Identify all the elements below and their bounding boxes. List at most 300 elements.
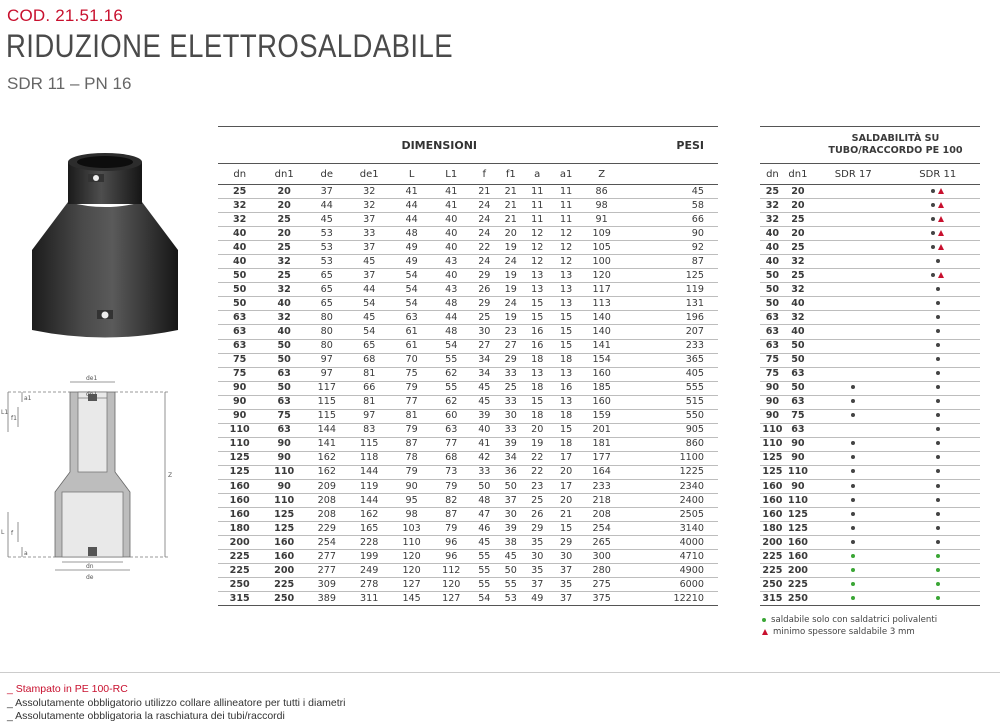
dot-icon [936,287,940,291]
legend [762,614,937,638]
table-cell: 44 [347,283,392,297]
footer-note-1: _ Stampato in PE 100-RC [7,683,128,695]
dot-icon [936,484,940,488]
table-cell: 20 [550,494,581,508]
table-cell: 32 [261,311,307,325]
table-cell: 54 [471,592,497,606]
table-cell: 225 [218,564,261,578]
table-cell: 13 [550,297,581,311]
table-cell: 144 [347,465,392,479]
table-cell: 77 [392,395,432,409]
table-cell: 29 [524,522,550,536]
label-f: f [11,530,14,537]
table-cell: 375 [582,592,622,606]
table-cell: 63 [785,395,811,409]
table-cell: 515 [621,395,718,409]
dot-icon [931,273,935,277]
table-cell: 17 [550,479,581,493]
weld-mark-cell [895,494,980,508]
table-cell: 181 [582,437,622,451]
table-cell: 21 [498,199,524,213]
table-row [760,437,980,451]
table-cell: 12 [524,227,550,241]
table-cell: 12 [550,241,581,255]
table-cell: 50 [261,339,307,353]
table-cell: 162 [347,508,392,522]
table-row [760,536,980,550]
table-row [760,409,980,423]
table-cell: 160 [582,395,622,409]
table-row [218,353,718,367]
table-cell: 160 [218,508,261,522]
table-cell: 96 [431,536,471,550]
table-cell: 30 [550,550,581,564]
table-cell: 125 [760,465,785,479]
label-de: de [86,574,94,581]
table-cell: 1225 [621,465,718,479]
weld-mark-cell [811,479,895,493]
table-cell: 365 [621,353,718,367]
table-cell: 233 [621,339,718,353]
table-cell: 80 [307,339,347,353]
table-cell: 11 [524,213,550,227]
table-cell: 98 [392,508,432,522]
table-cell: 113 [582,297,622,311]
table-row [760,564,980,578]
table-cell: 120 [582,269,622,283]
table-cell: 75 [218,367,261,381]
table-cell: 40 [431,213,471,227]
table-cell: 160 [760,508,785,522]
table-cell: 24 [498,297,524,311]
dot-icon [936,315,940,319]
table-cell: 225 [760,550,785,564]
table-cell: 37 [524,578,550,592]
weld-mark-cell [895,578,980,592]
table-cell: 80 [307,311,347,325]
table-cell: 119 [347,479,392,493]
weld-mark-cell [895,325,980,339]
dot-icon [936,427,940,431]
table-cell: 40 [785,325,811,339]
table-cell: 63 [431,423,471,437]
footer-note-3: _ Assolutamente obbligatoria la raschiatura dei tubi/raccordi [7,710,285,722]
dot-icon [936,469,940,473]
table-cell: 55 [471,564,497,578]
table-row [760,508,980,522]
table-row [218,479,718,493]
weld-mark-cell [895,437,980,451]
table-cell: 162 [307,451,347,465]
table-row [760,353,980,367]
table-row [760,241,980,255]
table-cell: 22 [524,465,550,479]
table-row [760,255,980,269]
table-cell: 48 [431,297,471,311]
table-cell: 63 [785,367,811,381]
table-cell: 45 [621,185,718,199]
label-L: L [1,529,5,536]
product-image [22,140,192,345]
table-cell: 127 [431,592,471,606]
table-row [218,381,718,395]
weld-mark-cell [895,339,980,353]
table-cell: 79 [392,423,432,437]
table-cell: 96 [431,550,471,564]
table-cell: 12 [550,255,581,269]
table-cell: 39 [498,437,524,451]
table-row [218,185,718,199]
dim-col-header: L [392,164,432,185]
green-dot-icon [936,554,940,558]
table-cell: 21 [498,213,524,227]
table-cell: 37 [498,494,524,508]
dimensions-group-label: DIMENSIONI [218,127,621,164]
table-row [218,409,718,423]
table-row [760,297,980,311]
weld-mark-cell [895,550,980,564]
weld-mark-cell [811,564,895,578]
table-cell: 25 [261,269,307,283]
dot-icon [851,526,855,530]
table-cell: 12 [524,255,550,269]
table-cell: 90 [392,479,432,493]
label-dn1: dn1 [86,391,98,398]
table-cell: 48 [431,325,471,339]
table-cell: 26 [471,283,497,297]
table-cell: 79 [392,465,432,479]
table-cell: 275 [582,578,622,592]
table-cell: 25 [524,494,550,508]
table-cell: 405 [621,367,718,381]
dim-col-header: f1 [498,164,524,185]
table-row [760,367,980,381]
table-cell: 48 [392,227,432,241]
table-cell: 29 [550,536,581,550]
table-cell: 25 [785,269,811,283]
table-cell: 62 [431,395,471,409]
table-row [760,325,980,339]
table-cell: 37 [347,241,392,255]
table-cell: 50 [785,353,811,367]
table-cell: 29 [471,269,497,283]
table-cell: 32 [785,311,811,325]
table-cell: 119 [621,283,718,297]
dot-icon [936,498,940,502]
weld-mark-cell [811,283,895,297]
weld-col-header: dn1 [785,164,811,185]
table-cell: 55 [471,550,497,564]
weld-mark-cell [811,451,895,465]
red-triangle-icon [938,202,944,208]
table-row [218,508,718,522]
table-cell: 30 [498,409,524,423]
table-cell: 45 [471,536,497,550]
table-cell: 200 [760,536,785,550]
weld-mark-cell [811,494,895,508]
table-row [218,550,718,564]
table-cell: 65 [307,297,347,311]
table-cell: 50 [218,269,261,283]
table-cell: 70 [392,353,432,367]
table-cell: 35 [524,536,550,550]
table-cell: 45 [471,381,497,395]
table-cell: 90 [760,409,785,423]
table-cell: 199 [347,550,392,564]
table-row [218,255,718,269]
table-cell: 37 [550,564,581,578]
table-cell: 40 [261,325,307,339]
weld-col-header: SDR 17 [811,164,895,185]
table-cell: 32 [785,283,811,297]
table-cell: 18 [550,437,581,451]
table-cell: 110 [785,465,811,479]
table-row [218,213,718,227]
table-cell: 160 [261,536,307,550]
table-cell: 40 [760,241,785,255]
table-cell: 27 [498,339,524,353]
table-cell: 145 [392,592,432,606]
table-row [218,522,718,536]
table-cell: 160 [582,367,622,381]
weld-mark-cell [895,381,980,395]
table-cell: 29 [471,297,497,311]
table-cell: 90 [621,227,718,241]
table-cell: 278 [347,578,392,592]
table-cell: 44 [392,213,432,227]
dot-icon [936,343,940,347]
dim-col-header: dn1 [261,164,307,185]
divider [0,672,1000,673]
table-cell: 44 [392,199,432,213]
table-cell: 87 [431,508,471,522]
dimensions-table [218,126,718,606]
table-row [218,395,718,409]
table-cell: 34 [471,367,497,381]
dot-icon [851,399,855,403]
table-row [760,311,980,325]
weld-mark-cell [895,367,980,381]
table-cell: 43 [431,283,471,297]
table-row [218,494,718,508]
table-cell: 30 [498,508,524,522]
table-cell: 250 [760,578,785,592]
table-cell: 277 [307,550,347,564]
dim-col-header: L1 [431,164,471,185]
dim-col-header: a [524,164,550,185]
table-cell: 32 [218,199,261,213]
table-cell: 49 [392,255,432,269]
table-cell: 120 [431,578,471,592]
table-cell: 30 [471,325,497,339]
table-cell: 78 [392,451,432,465]
dot-icon [936,259,940,263]
dot-icon [851,455,855,459]
table-cell: 15 [550,325,581,339]
weld-mark-cell [895,465,980,479]
table-cell: 54 [347,297,392,311]
table-cell: 54 [392,269,432,283]
page-subtitle: SDR 11 – PN 16 [7,74,132,93]
table-cell: 23 [498,325,524,339]
dot-icon [936,413,940,417]
table-cell: 75 [392,367,432,381]
product-code: COD. 21.51.16 [7,6,123,25]
table-cell: 144 [347,494,392,508]
table-cell: 90 [261,437,307,451]
table-cell: 20 [785,199,811,213]
table-cell: 45 [347,311,392,325]
table-cell: 26 [524,508,550,522]
dot-icon [936,329,940,333]
table-cell: 131 [621,297,718,311]
weld-mark-cell [895,536,980,550]
table-cell: 83 [347,423,392,437]
table-cell: 50 [218,283,261,297]
table-cell: 218 [582,494,622,508]
table-cell: 38 [498,536,524,550]
table-cell: 2505 [621,508,718,522]
table-row [760,451,980,465]
table-cell: 207 [621,325,718,339]
table-cell: 40 [471,423,497,437]
table-cell: 13 [524,269,550,283]
dot-icon [931,231,935,235]
dot-icon [936,385,940,389]
green-dot-icon [851,596,855,600]
table-cell: 66 [347,381,392,395]
weld-mark-cell [811,325,895,339]
weld-mark-cell [811,423,895,437]
table-cell: 90 [218,381,261,395]
table-cell: 11 [550,199,581,213]
table-cell: 225 [760,564,785,578]
table-cell: 40 [431,227,471,241]
table-cell: 33 [471,465,497,479]
table-cell: 117 [307,381,347,395]
weld-mark-cell [895,409,980,423]
red-triangle-icon [938,230,944,236]
table-row [218,423,718,437]
red-triangle-icon [938,188,944,194]
dot-icon [936,441,940,445]
dot-icon [936,357,940,361]
table-cell: 115 [307,395,347,409]
table-cell: 25 [498,381,524,395]
table-row [760,494,980,508]
table-row [760,269,980,283]
table-cell: 254 [582,522,622,536]
table-cell: 50 [498,479,524,493]
table-cell: 309 [307,578,347,592]
table-cell: 19 [498,241,524,255]
table-cell: 15 [524,395,550,409]
green-dot-icon [851,568,855,572]
table-cell: 209 [307,479,347,493]
table-cell: 15 [550,311,581,325]
table-cell: 33 [347,227,392,241]
table-cell: 141 [582,339,622,353]
table-cell: 250 [785,592,811,606]
table-row [218,564,718,578]
table-cell: 40 [431,241,471,255]
weld-mark-cell [811,522,895,536]
table-cell: 53 [498,592,524,606]
table-cell: 65 [307,283,347,297]
table-cell: 50 [785,381,811,395]
table-cell: 125 [785,522,811,536]
dim-col-header: de [307,164,347,185]
table-cell: 55 [471,578,497,592]
table-cell: 50 [760,283,785,297]
table-cell: 20 [261,227,307,241]
table-cell: 32 [218,213,261,227]
dim-col-header: f [471,164,497,185]
table-cell: 43 [431,255,471,269]
table-cell: 201 [582,423,622,437]
table-cell: 140 [582,325,622,339]
table-cell: 208 [307,494,347,508]
dot-icon [851,484,855,488]
table-cell: 25 [785,241,811,255]
table-cell: 33 [498,395,524,409]
table-cell: 40 [785,297,811,311]
table-cell: 39 [471,409,497,423]
table-cell: 45 [307,213,347,227]
table-cell: 75 [218,353,261,367]
table-cell: 40 [760,255,785,269]
table-cell: 40 [760,227,785,241]
table-cell: 208 [307,508,347,522]
table-cell: 125 [621,269,718,283]
footer-note-2: _ Assolutamente obbligatorio utilizzo collare allineatore per tutti i diametri [7,696,346,709]
table-row [218,451,718,465]
table-cell: 34 [498,451,524,465]
table-cell: 20 [261,185,307,199]
weld-mark-cell [895,451,980,465]
table-cell: 112 [431,564,471,578]
table-cell: 2340 [621,479,718,493]
table-cell: 13 [550,283,581,297]
dot-icon [931,245,935,249]
table-cell: 254 [307,536,347,550]
table-cell: 315 [760,592,785,606]
table-cell: 15 [524,297,550,311]
table-cell: 16 [524,325,550,339]
weld-mark-cell [811,185,895,199]
green-dot-icon [851,554,855,558]
table-cell: 249 [347,564,392,578]
dot-icon [936,371,940,375]
weld-mark-cell [811,241,895,255]
table-cell: 90 [218,395,261,409]
table-cell: 125 [261,522,307,536]
table-cell: 110 [218,437,261,451]
table-cell: 49 [392,241,432,255]
table-row [760,395,980,409]
table-row [218,592,718,606]
table-cell: 32 [261,283,307,297]
table-cell: 228 [347,536,392,550]
table-cell: 54 [392,297,432,311]
table-row [760,199,980,213]
weld-mark-cell [811,536,895,550]
table-cell: 45 [347,255,392,269]
table-cell: 22 [471,241,497,255]
green-dot-icon [936,568,940,572]
table-cell: 91 [582,213,622,227]
weld-mark-cell [811,339,895,353]
